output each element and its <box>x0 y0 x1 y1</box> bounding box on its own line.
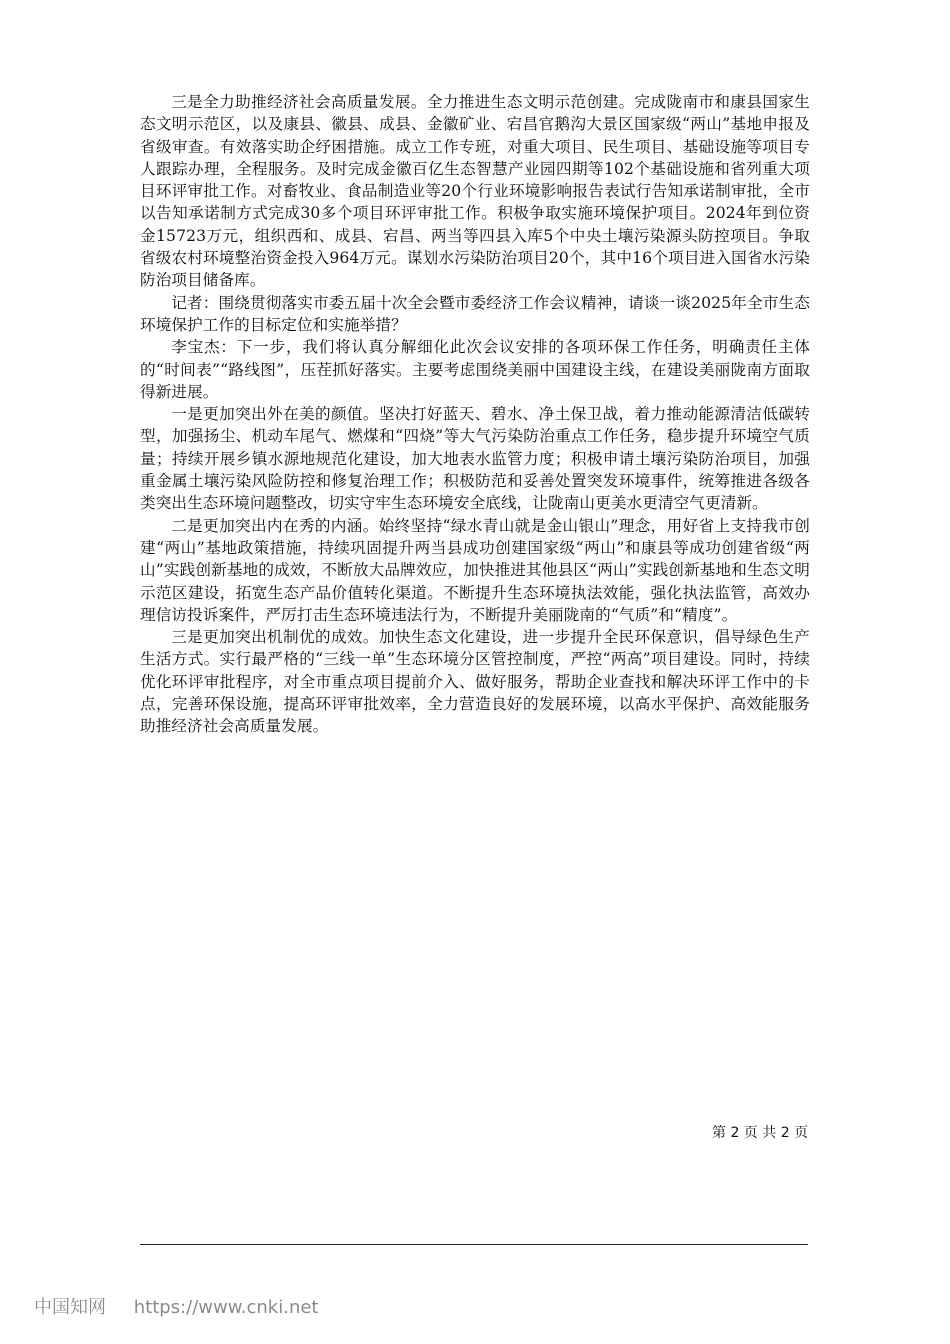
watermark-url: https://www.cnki.net <box>133 1297 319 1318</box>
paragraph-mechanism-effect: 三是更加突出机制优的成效。加快生态文化建设，进一步提升全民环保意识，倡导绿色生产生活方式。实行最严格的“三线一单”生态环境分区管控制度，严控“两高”项目建设。同时，持续优化环评审批程序，对全市重点项目提前介入、做好服务，帮助企业查找和解决环评工作中的卡点，完善环保设施，提高环评审批效率，全力营造良好的发展环境，以高水平保护、高效能服务助推经济社会高质量发展。 <box>140 628 810 736</box>
paragraph-reporter-question: 记者：围绕贯彻落实市委五届十次全会暨市委经济工作会议精神，请谈一谈2025年全市生态环境保护工作的目标定位和实施举措？ <box>140 293 810 334</box>
footer-divider <box>140 1244 808 1245</box>
watermark-brand: 中国知网 <box>34 1297 106 1318</box>
cnki-watermark <box>34 1293 318 1319</box>
paragraph-interviewee-answer: 李宝杰：下一步，我们将认真分解细化此次会议安排的各项环保工作任务，明确责任主体的“时间表”“路线图”，压茬抓好落实。主要考虑围绕美丽中国建设主线，在建设美丽陇南方面取得新进展。 <box>140 338 810 401</box>
paragraph-inner-quality: 二是更加突出内在秀的内涵。始终坚持“绿水青山就是金山银山”理念，用好省上支持我市创建“两山”基地政策措施，持续巩固提升两当县成功创建国家级“两山”和康县等成功创建省级“两山”实践创新基地的成效，不断放大品牌效应，加快推进其他县区“两山”实践创新基地和生态文明示范区建设，拓宽生态产品价值转化渠道。不断提升生态环境执法效能，强化执法监管，高效办理信访投诉案件，严厉打击生态环境违法行为，不断提升美丽陇南的“气质”和“精度”。 <box>140 516 810 624</box>
page-number: 第 2 页 共 2 页 <box>712 1125 809 1141</box>
paragraph-economic-development: 三是全力助推经济社会高质量发展。全力推进生态文明示范创建。完成陇南市和康县国家生态文明示范区，以及康县、徽县、成县、金徽矿业、宕昌官鹅沟大景区国家级“两山”基地申报及省级审查。有效落实助企纾困措施。成立工作专班，对重大项目、民生项目、基础设施等项目专人跟踪办理，全程服务。及时完成金徽百亿生态智慧产业园四期等102个基础设施和省列重大项目环评审批工作。对畜牧业、食品制造业等20个行业环境影响报告表试行告知承诺制审批，全市以告知承诺制方式完成30多个项目环评审批工作。积极争取实施环境保护项目。2024年到位资金15723万元，组织西和、成县、宕昌、两当等四县入库5个中央土壤污染源头防控项目。争取省级农村环境整治资金投入964万元。谋划水污染防治项目20个，其中16个项目进入国省水污染防治项目储备库。 <box>140 93 810 290</box>
article-body <box>140 91 810 738</box>
paragraph-external-beauty: 一是更加突出外在美的颜值。坚决打好蓝天、碧水、净土保卫战，着力推动能源清洁低碳转型，加强扬尘、机动车尾气、燃煤和“四烧”等大气污染防治重点工作任务，稳步提升环境空气质量；持续开展乡镇水源地规范化建设，加大地表水监管力度；积极申请土壤污染防治项目，加强重金属土壤污染风险防控和修复治理工作；积极防范和妥善处置突发环境事件，统筹推进各级各类突出生态环境问题整改，切实守牢生态环境安全底线，让陇南山更美水更清空气更清新。 <box>140 405 810 513</box>
